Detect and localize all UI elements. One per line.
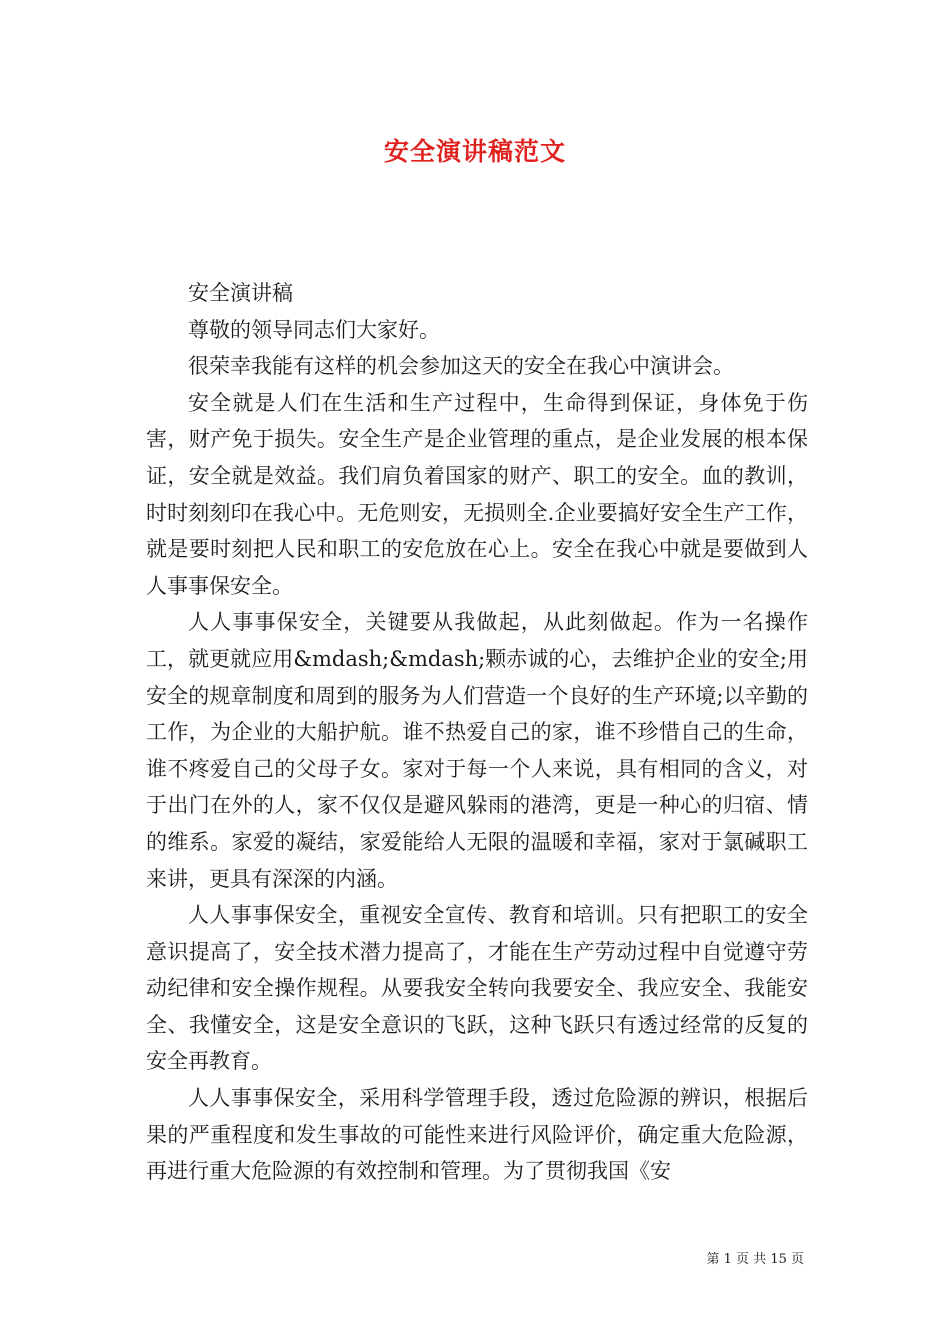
paragraph-heading: 安全演讲稿	[188, 281, 293, 305]
paragraph-greeting: 尊敬的领导同志们大家好。	[188, 317, 440, 342]
paragraph-intro: 很荣幸我能有这样的机会参加这天的安全在我心中演讲会。	[188, 354, 734, 379]
paragraph-body: 人人事事保安全，采用科学管理手段，透过危险源的辨识，根据后果的严重程度和发生事故的可能性来进行风险评价，确定重大危险源，再进行重大危险源的有效控制和管理。为了贯彻我国《安	[146, 1086, 808, 1184]
document-body	[146, 275, 808, 1190]
paragraph-body: 人人事事保安全，关键要从我做起，从此刻做起。作为一名操作工，就更就应用&mdash;&mdash;颗赤诚的心，去维护企业的安全;用安全的规章制度和周到的服务为人们营造一个良好的生产环境;以辛勤的工作，为企业的大船护航。谁不热爱自己的家，谁不珍惜自己的生命，谁不疼爱自己的父母子女。家对于每一个人来说，具有相同的含义，对于出门在外的人，家不仅仅是避风躲雨的港湾，更是一种心的归宿、情的维系。家爱的凝结，家爱能给人无限的温暖和幸福，家对于氯碱职工来讲，更具有深深的内涵。	[146, 610, 808, 891]
paragraph-body: 安全就是人们在生活和生产过程中，生命得到保证，身体免于伤害，财产免于损失。安全生产是企业管理的重点，是企业发展的根本保证，安全就是效益。我们肩负着国家的财产、职工的安全。血的教训，时时刻刻印在我心中。无危则安，无损则全.企业要搞好安全生产工作，就是要时刻把人民和职工的安危放在心上。安全在我心中就是要做到人人事事保安全。	[146, 390, 808, 598]
page-title: 安全演讲稿范文	[383, 137, 566, 166]
page-number: 第 1 页 共 15 页	[706, 1252, 804, 1267]
paragraph-body: 人人事事保安全，重视安全宣传、教育和培训。只有把职工的安全意识提高了，安全技术潜力提高了，才能在生产劳动过程中自觉遵守劳动纪律和安全操作规程。从要我安全转向我要安全、我应安全、我能安全、我懂安全，这是安全意识的飞跃，这种飞跃只有透过经常的反复的安全再教育。	[146, 903, 808, 1074]
